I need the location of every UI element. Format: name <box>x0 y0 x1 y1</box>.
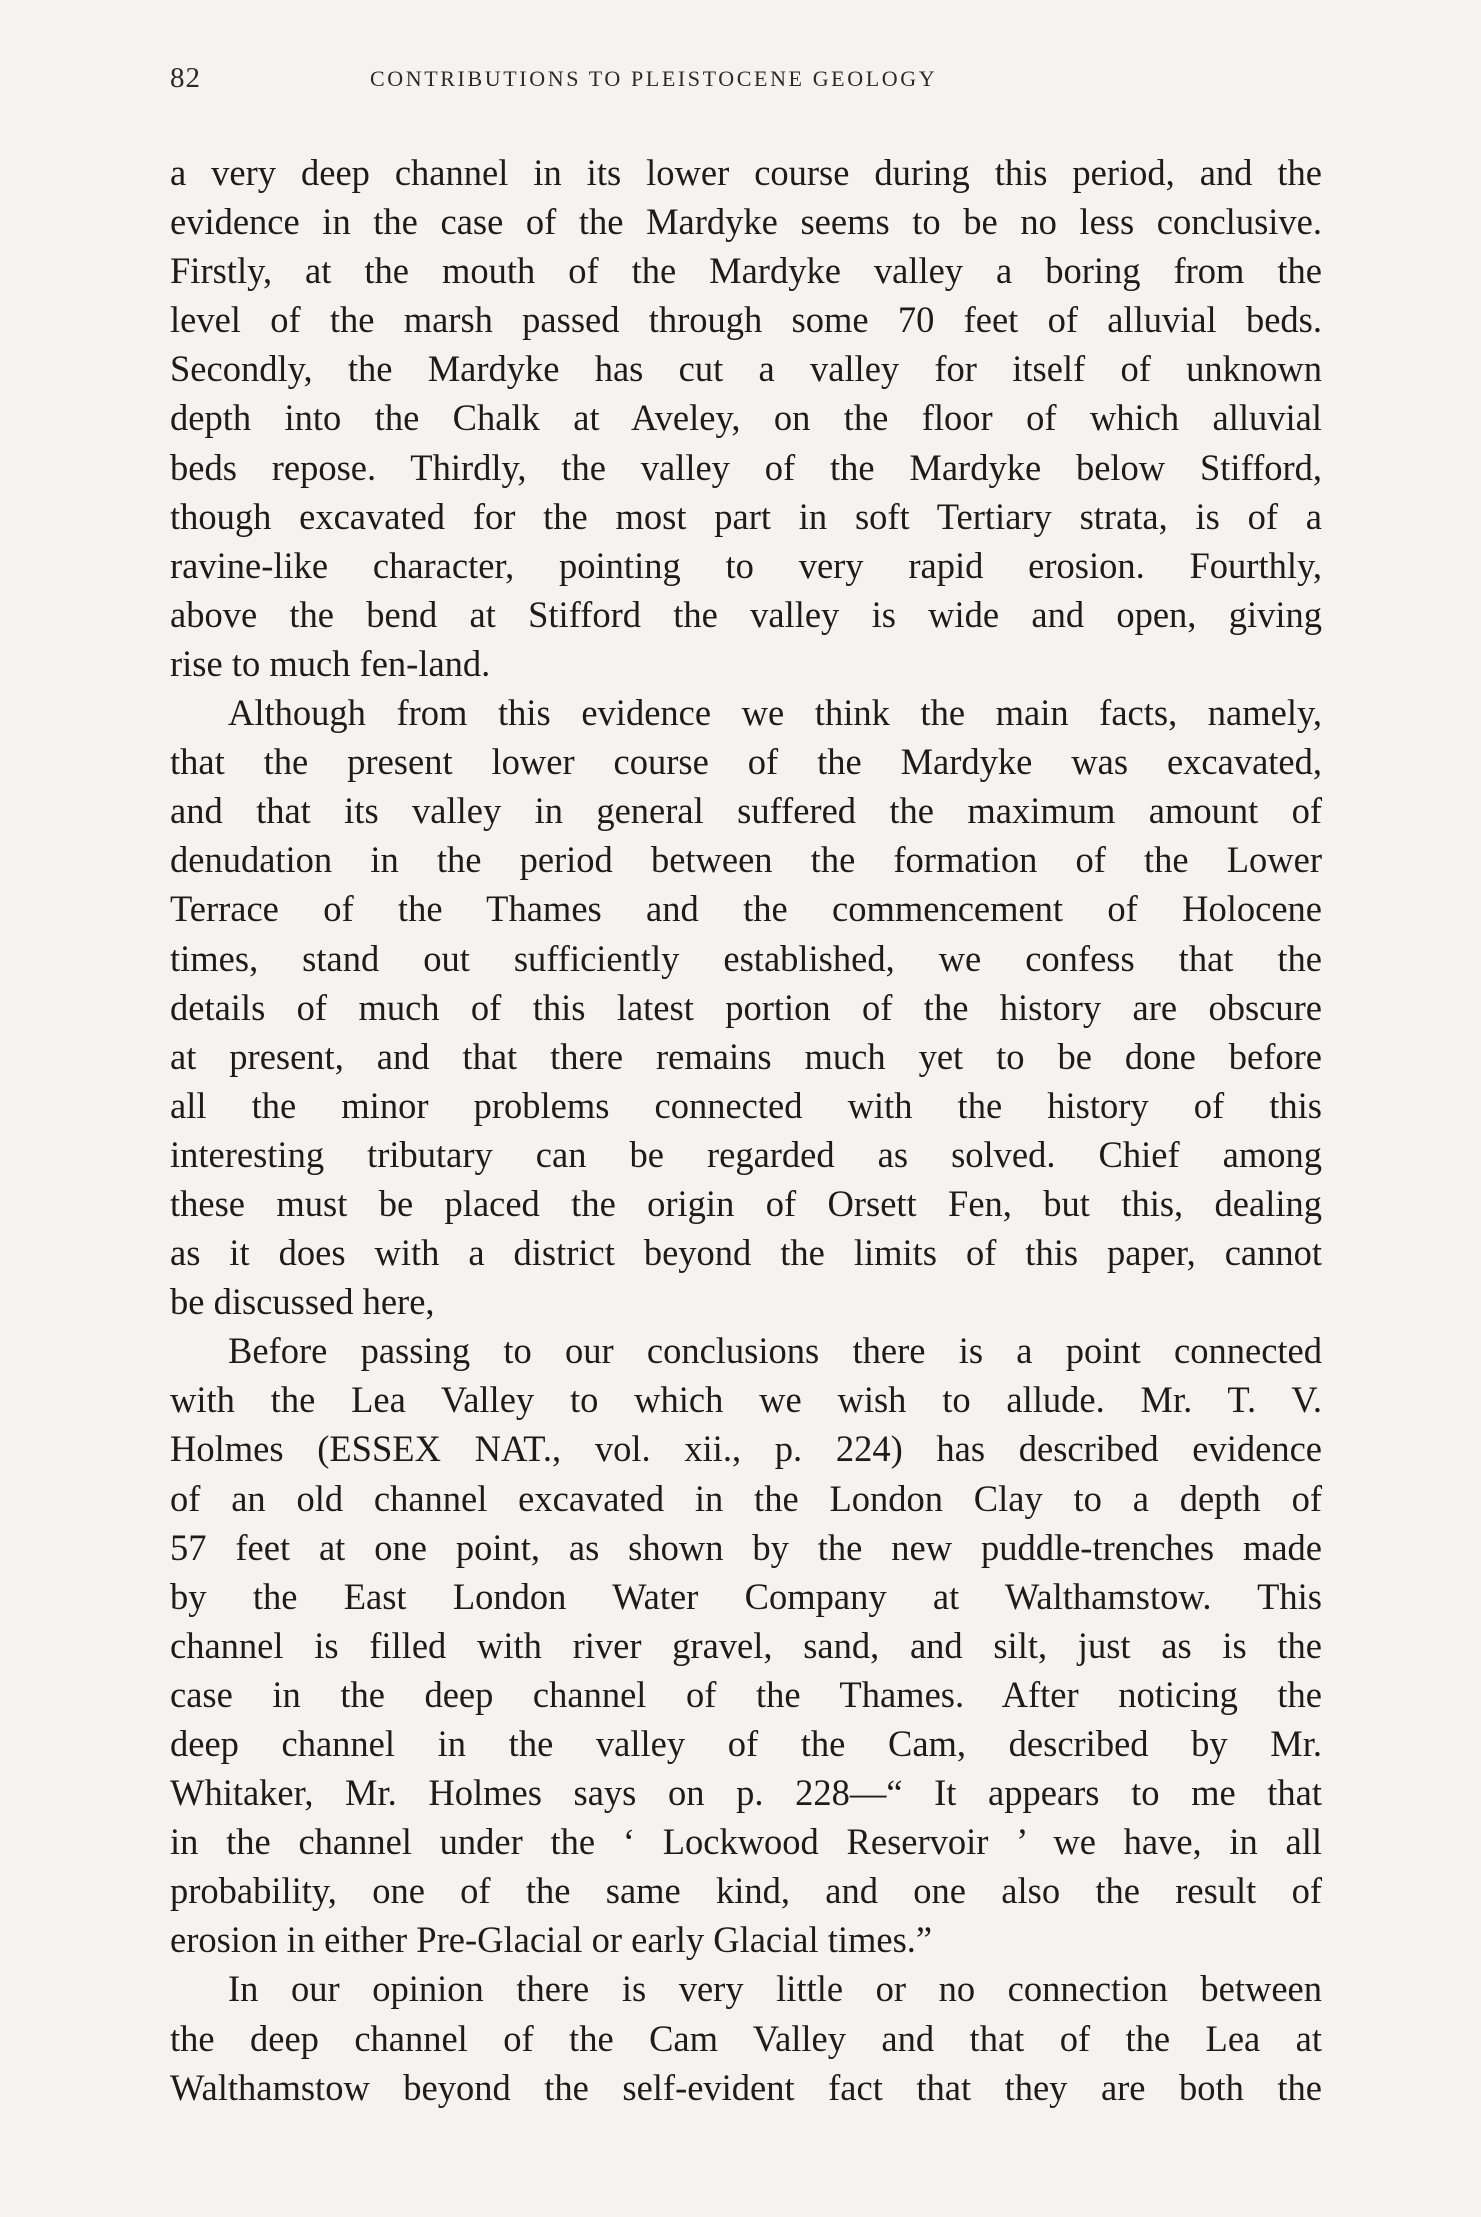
body-text <box>170 148 1322 2112</box>
text-line: denudation in the period between the formation of the Lower <box>170 839 1322 881</box>
text-line: channel is filled with river gravel, sand, and silt, just as is the <box>170 1624 1322 1666</box>
paragraph-1 <box>170 148 1322 688</box>
text-line: these must be placed the origin of Orsett Fen, but this, dealing <box>170 1182 1322 1224</box>
text-line: evidence in the case of the Mardyke seems to be no less conclusive. <box>170 201 1322 243</box>
text-line: In our opinion there is very little or no connection between <box>228 1968 1322 2010</box>
text-line: a very deep channel in its lower course during this period, and the <box>170 152 1322 193</box>
text-line: details of much of this latest portion of the history are obscure <box>170 986 1322 1028</box>
text-line: Secondly, the Mardyke has cut a valley for itself of unknown <box>170 348 1322 390</box>
text-line: depth into the Chalk at Aveley, on the floor of which alluvial <box>170 397 1322 439</box>
text-line: level of the marsh passed through some 70 feet of alluvial beds. <box>170 299 1322 341</box>
text-line: Before passing to our conclusions there is a point connected <box>228 1330 1322 1372</box>
text-line: 57 feet at one point, as shown by the new puddle-trenches made <box>170 1526 1322 1568</box>
text-line: erosion in either Pre-Glacial or early Glacial times.” <box>170 1919 933 1961</box>
paragraph-2 <box>170 688 1322 1326</box>
text-line: that the present lower course of the Mardyke was excavated, <box>170 741 1322 783</box>
text-line: deep channel in the valley of the Cam, described by Mr. <box>170 1723 1322 1764</box>
text-line: probability, one of the same kind, and one also the result of <box>170 1870 1322 1912</box>
text-line: be discussed here, <box>170 1281 435 1323</box>
text-line: Whitaker, Mr. Holmes says on p. 228—“ It appears to me that <box>170 1772 1322 1814</box>
text-line: Firstly, at the mouth of the Mardyke valley a boring from the <box>170 250 1322 292</box>
text-line: and that its valley in general suffered the maximum amount of <box>170 790 1322 832</box>
text-line: beds repose. Thirdly, the valley of the Mardyke below Stifford, <box>170 446 1322 488</box>
running-title: CONTRIBUTIONS TO PLEISTOCENE GEOLOGY <box>370 66 938 91</box>
text-line: Holmes (ESSEX NAT., vol. xii., p. 224) has described evidence <box>170 1428 1322 1470</box>
text-line: Terrace of the Thames and the commencement of Holocene <box>170 888 1322 930</box>
text-line: Walthamstow beyond the self-evident fact that they are both the <box>170 2066 1322 2108</box>
text-line: in the channel under the ‘ Lockwood Reservoir ’ we have, in all <box>170 1821 1322 1863</box>
text-line: as it does with a district beyond the limits of this paper, cannot <box>170 1232 1322 1274</box>
text-line: though excavated for the most part in soft Tertiary strata, is of a <box>170 495 1322 537</box>
text-line: ravine-like character, pointing to very rapid erosion. Fourthly, <box>170 544 1322 586</box>
text-line: by the East London Water Company at Walthamstow. This <box>170 1575 1322 1617</box>
text-line: interesting tributary can be regarded as solved. Chief among <box>170 1133 1322 1175</box>
text-line: above the bend at Stifford the valley is wide and open, giving <box>170 593 1322 635</box>
page-header <box>170 62 1330 112</box>
text-line: at present, and that there remains much yet to be done before <box>170 1035 1322 1077</box>
text-line: rise to much fen-land. <box>170 642 491 684</box>
paragraph-4 <box>170 1964 1322 2111</box>
text-line: case in the deep channel of the Thames. After noticing the <box>170 1673 1322 1715</box>
text-line: with the Lea Valley to which we wish to allude. Mr. T. V. <box>170 1379 1322 1421</box>
text-line: the deep channel of the Cam Valley and that of the Lea at <box>170 2017 1322 2059</box>
text-line: of an old channel excavated in the London Clay to a depth of <box>170 1477 1322 1519</box>
text-line: times, stand out sufficiently established, we confess that the <box>170 937 1322 979</box>
paragraph-3 <box>170 1326 1322 1964</box>
text-line: all the minor problems connected with the history of this <box>170 1084 1322 1126</box>
page-number: 82 <box>170 62 201 94</box>
text-line: Although from this evidence we think the main facts, namely, <box>228 692 1322 734</box>
